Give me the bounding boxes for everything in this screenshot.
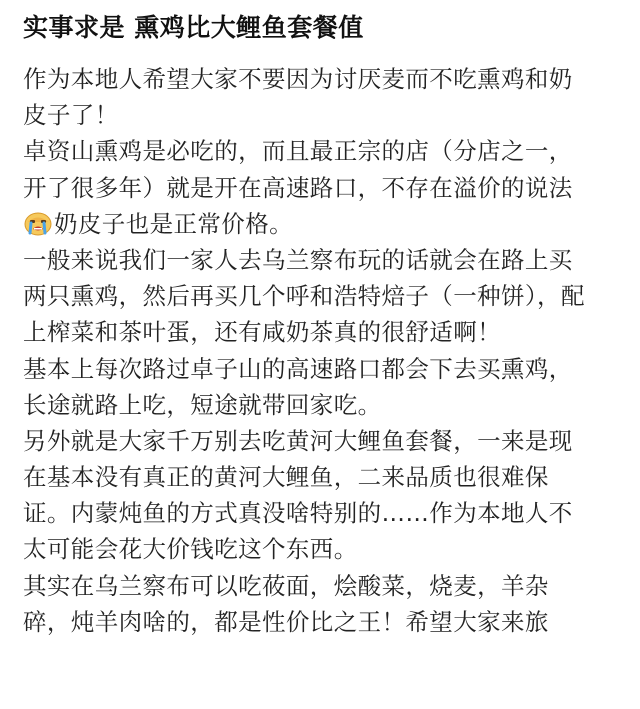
post-line: 基本上每次路过卓子山的高速路口都会下去买熏鸡， (23, 354, 573, 383)
post (23, 0, 623, 640)
post-line-with-emoji (23, 206, 623, 242)
post-line: 碎，炖羊肉啥的，都是性价比之王！希望大家来旅 (23, 607, 549, 636)
post-line: 太可能会花大价钱吃这个东西。 (23, 535, 358, 564)
post-line: 卓资山熏鸡是必吃的，而且最正宗的店（分店之一， (23, 137, 573, 166)
post-line: 其实在乌兰察布可以吃莜面，烩酸菜，烧麦，羊杂 (23, 571, 549, 600)
post-line: 长途就路上吃，短途就带回家吃。 (23, 390, 382, 419)
post-body (23, 61, 623, 640)
post-title: 实事求是 熏鸡比大鲤鱼套餐值 (23, 13, 364, 42)
crying-face-emoji-icon (23, 210, 53, 236)
post-line: 另外就是大家千万别去吃黄河大鲤鱼套餐，一来是现 (23, 426, 573, 455)
post-line: 一般来说我们一家人去乌兰察布玩的话就会在路上买 (23, 245, 573, 274)
post-line: 证。内蒙炖鱼的方式真没啥特别的……作为本地人不 (23, 499, 573, 528)
post-line: 皮子了！ (23, 101, 119, 130)
post-line: 作为本地人希望大家不要因为讨厌麦而不吃熏鸡和奶 (23, 65, 573, 93)
post-line: 开了很多年）就是开在高速路口，不存在溢价的说法 (23, 173, 573, 202)
post-line: 上榨菜和茶叶蛋，还有咸奶茶真的很舒适啊！ (23, 318, 501, 347)
post-line: 在基本没有真正的黄河大鲤鱼，二来品质也很难保 (23, 463, 549, 492)
post-line: 两只熏鸡，然后再买几个呼和浩特焙子（一种饼），配 (23, 282, 585, 311)
post-line-text: 奶皮子也是正常价格。 (54, 209, 293, 238)
